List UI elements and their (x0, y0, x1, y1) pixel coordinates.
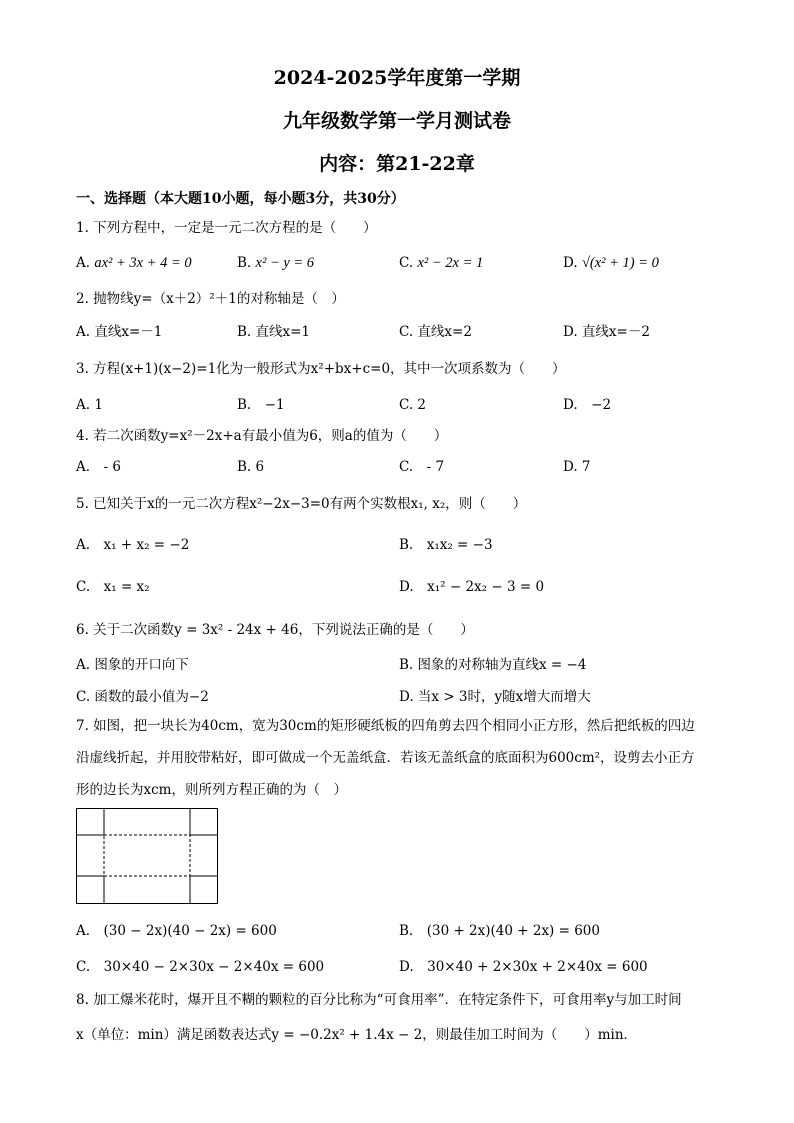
q1-option-a-text: ax² + 3x + 4 = 0 (94, 255, 192, 271)
q1-option-b-label: B. (237, 255, 252, 271)
q3-option-a[interactable]: A. 1 (76, 397, 103, 413)
q7-option-a[interactable]: A. (30 − 2x)(40 − 2x) = 600 (76, 923, 277, 939)
q6-option-c[interactable]: C. 函数的最小值为−2 (76, 689, 209, 705)
question-3-stem: 3. 方程(x+1)(x−2)=1化为一般形式为x²+bx+c=0，其中一次项系数为（ ） (76, 361, 566, 377)
q7-option-b[interactable]: B. (30 + 2x)(40 + 2x) = 600 (399, 923, 600, 939)
cardboard-outline (77, 809, 218, 904)
q3-option-c[interactable]: C. 2 (399, 397, 427, 413)
q5-option-d[interactable]: D. x₁² − 2x₂ − 3 = 0 (399, 579, 545, 595)
question-6-stem: 6. 关于二次函数y = 3x² - 24x + 46，下列说法正确的是（ ） (76, 622, 474, 638)
q7-option-c[interactable]: C. 30×40 − 2×30x − 2×40x = 600 (76, 959, 325, 975)
q1-option-c-label: C. (399, 255, 414, 271)
question-1-stem: 1. 下列方程中，一定是一元二次方程的是（ ） (76, 220, 377, 236)
q6-option-a[interactable]: A. 图象的开口向下 (76, 657, 189, 673)
question-7-line-1: 7. 如图，把一块长为40cm，宽为30cm的矩形硬纸板的四角剪去四个相同小正方形，然后把纸板的四边 (76, 718, 695, 734)
q6-option-b[interactable]: B. 图象的对称轴为直线x = −4 (399, 657, 587, 673)
q1-option-d[interactable] (563, 254, 659, 272)
question-8-line-1: 8. 加工爆米花时，爆开且不糊的颗粒的百分比称为“可食用率”．在特定条件下，可食用率y与加工时间 (76, 992, 682, 1008)
q3-option-d[interactable]: D. −2 (563, 397, 612, 413)
q2-option-d[interactable]: D. 直线x=－2 (563, 324, 650, 340)
exam-content-range: 内容：第21-22章 (319, 153, 475, 175)
q4-option-a[interactable]: A. - 6 (76, 459, 121, 475)
q5-option-b[interactable]: B. x₁x₂ = −3 (399, 537, 493, 553)
q3-option-b[interactable]: B. −1 (237, 397, 285, 413)
question-7-line-2: 沿虚线折起，并用胶带粘好，即可做成一个无盖纸盒．若该无盖纸盒的底面积为600cm²，设剪去小正方 (76, 750, 695, 766)
question-2-stem: 2. 抛物线y=（x＋2）²＋1的对称轴是（ ） (76, 291, 345, 307)
question-7-line-3: 形的边长为xcm，则所列方程正确的为（ ） (76, 782, 347, 798)
q5-option-c[interactable]: C. x₁ = x₂ (76, 579, 150, 595)
question-4-stem: 4. 若二次函数y=x²－2x+a有最小值为6，则a的值为（ ） (76, 428, 448, 444)
q1-option-c[interactable] (399, 254, 483, 272)
q1-option-d-text: √(x² + 1) = 0 (581, 255, 659, 271)
q2-option-c[interactable]: C. 直线x=2 (399, 324, 472, 340)
q6-option-d[interactable]: D. 当x > 3时，y随x增大而增大 (399, 689, 591, 705)
q2-option-b[interactable]: B. 直线x=1 (237, 324, 311, 340)
q5-option-a[interactable]: A. x₁ + x₂ = −2 (76, 537, 190, 553)
q1-option-b[interactable] (237, 254, 314, 272)
q1-option-d-label: D. (563, 255, 578, 271)
q4-option-b[interactable]: B. 6 (237, 459, 265, 475)
question-8-line-2: x（单位：min）满足函数表达式y = −0.2x² + 1.4x − 2，则最佳加工时间为（ ）min． (76, 1027, 638, 1043)
q2-option-a[interactable]: A. 直线x=－1 (76, 324, 163, 340)
question-5-stem: 5. 已知关于x的一元二次方程x²−2x−3=0有两个实数根x₁, x₂，则（ ） (76, 496, 527, 512)
cardboard-figure (76, 808, 219, 904)
q4-option-d[interactable]: D. 7 (563, 459, 591, 475)
exam-title-year: 2024-2025学年度第一学期 (273, 67, 521, 89)
q4-option-c[interactable]: C. - 7 (399, 459, 445, 475)
fold-line-dashed (104, 835, 190, 876)
q1-option-a-label: A. (76, 255, 91, 271)
q1-option-a[interactable] (76, 254, 192, 272)
q7-option-d[interactable]: D. 30×40 + 2×30x + 2×40x = 600 (399, 959, 648, 975)
q1-option-b-text: x² − y = 6 (255, 255, 315, 271)
section-heading: 一、选择题（本大题10小题，每小题3分，共30分） (76, 191, 405, 207)
q1-option-c-text: x² − 2x = 1 (417, 255, 484, 271)
exam-title: 九年级数学第一学月测试卷 (282, 110, 511, 132)
